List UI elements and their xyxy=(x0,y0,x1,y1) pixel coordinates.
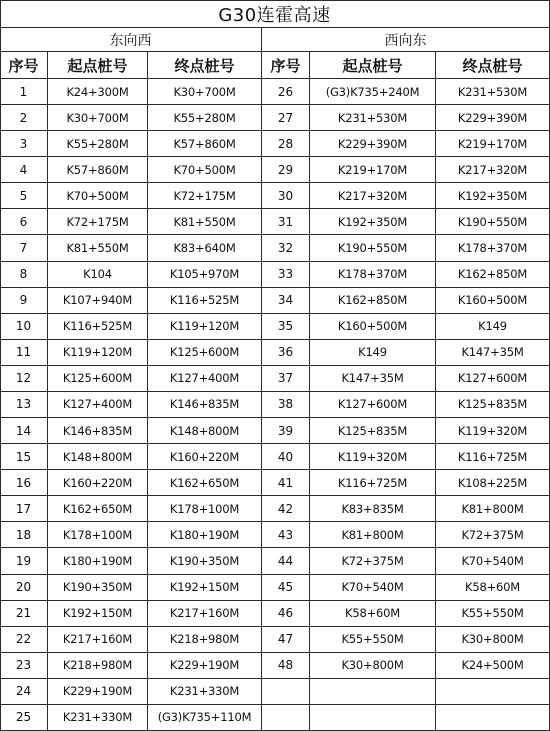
westbound-row-seq: 37 xyxy=(262,366,310,392)
eastbound-row-end: K70+500M xyxy=(148,157,262,183)
eastbound-row-start: K72+175M xyxy=(48,209,148,235)
westbound-row-seq: 43 xyxy=(262,522,310,548)
eastbound-row-seq: 2 xyxy=(0,105,48,131)
westbound-row-start xyxy=(310,705,436,731)
eastbound-row-end: (G3)K735+110M xyxy=(148,705,262,731)
eastbound-row-seq: 3 xyxy=(0,131,48,157)
westbound-row-start: K83+835M xyxy=(310,496,436,522)
westbound-row-seq xyxy=(262,679,310,705)
westbound-row-seq: 30 xyxy=(262,183,310,209)
eastbound-row-start: K218+980M xyxy=(48,653,148,679)
eastbound-row-seq: 17 xyxy=(0,496,48,522)
westbound-row-seq: 39 xyxy=(262,418,310,444)
westbound-row-seq: 41 xyxy=(262,470,310,496)
eastbound-row-end: K217+160M xyxy=(148,601,262,627)
westbound-row-seq: 28 xyxy=(262,131,310,157)
westbound-row-end: K116+725M xyxy=(436,444,550,470)
eastbound-row-end: K116+525M xyxy=(148,288,262,314)
eastbound-row-seq: 18 xyxy=(0,522,48,548)
eastbound-row-end: K125+600M xyxy=(148,340,262,366)
eastbound-row-end: K190+350M xyxy=(148,548,262,574)
westbound-row-seq: 46 xyxy=(262,601,310,627)
westbound-row-start: K229+390M xyxy=(310,131,436,157)
eastbound-row-end: K127+400M xyxy=(148,366,262,392)
eastbound-row-seq: 9 xyxy=(0,288,48,314)
eastbound-row-start: K192+150M xyxy=(48,601,148,627)
eastbound-row-end: K180+190M xyxy=(148,522,262,548)
eastbound-row-seq: 13 xyxy=(0,392,48,418)
header-start-stake: 起点桩号 xyxy=(310,52,436,79)
westbound-row-start: K81+800M xyxy=(310,522,436,548)
westbound-row-start: K190+550M xyxy=(310,235,436,261)
westbound-row-end: K229+390M xyxy=(436,105,550,131)
eastbound-row-seq: 22 xyxy=(0,627,48,653)
westbound-row-seq: 38 xyxy=(262,392,310,418)
direction-west-to-east: 西向东 xyxy=(262,28,550,52)
eastbound-row-start: K229+190M xyxy=(48,679,148,705)
westbound-row-seq: 48 xyxy=(262,653,310,679)
direction-east-to-west: 东向西 xyxy=(0,28,262,52)
eastbound-row-end: K231+330M xyxy=(148,679,262,705)
eastbound-row-end: K146+835M xyxy=(148,392,262,418)
westbound-row-start xyxy=(310,679,436,705)
header-end-stake: 终点桩号 xyxy=(148,52,262,79)
westbound-row-end: K30+800M xyxy=(436,627,550,653)
eastbound-row-end: K160+220M xyxy=(148,444,262,470)
eastbound-row-end: K192+150M xyxy=(148,575,262,601)
westbound-row-seq: 35 xyxy=(262,314,310,340)
eastbound-row-seq: 15 xyxy=(0,444,48,470)
westbound-row-seq: 26 xyxy=(262,79,310,105)
westbound-row-start: K219+170M xyxy=(310,157,436,183)
eastbound-row-seq: 5 xyxy=(0,183,48,209)
westbound-row-start: K160+500M xyxy=(310,314,436,340)
eastbound-row-end: K178+100M xyxy=(148,496,262,522)
westbound-row-start: K162+850M xyxy=(310,288,436,314)
eastbound-row-end: K229+190M xyxy=(148,653,262,679)
eastbound-row-seq: 11 xyxy=(0,340,48,366)
eastbound-row-seq: 10 xyxy=(0,314,48,340)
westbound-row-seq: 34 xyxy=(262,288,310,314)
westbound-row-end: K125+835M xyxy=(436,392,550,418)
eastbound-row-start: K180+190M xyxy=(48,548,148,574)
westbound-row-end: K119+320M xyxy=(436,418,550,444)
eastbound-row-end: K57+860M xyxy=(148,131,262,157)
eastbound-row-start: K125+600M xyxy=(48,366,148,392)
westbound-row-start: K192+350M xyxy=(310,209,436,235)
eastbound-row-seq: 20 xyxy=(0,575,48,601)
westbound-row-seq: 44 xyxy=(262,548,310,574)
eastbound-row-end: K72+175M xyxy=(148,183,262,209)
eastbound-row-end: K105+970M xyxy=(148,262,262,288)
eastbound-row-seq: 24 xyxy=(0,679,48,705)
eastbound-row-start: K231+330M xyxy=(48,705,148,731)
eastbound-row-start: K146+835M xyxy=(48,418,148,444)
eastbound-row-start: K116+525M xyxy=(48,314,148,340)
westbound-row-end: K190+550M xyxy=(436,209,550,235)
eastbound-row-start: K127+400M xyxy=(48,392,148,418)
westbound-row-end: K81+800M xyxy=(436,496,550,522)
eastbound-row-start: K190+350M xyxy=(48,575,148,601)
westbound-row-seq: 40 xyxy=(262,444,310,470)
eastbound-row-seq: 14 xyxy=(0,418,48,444)
westbound-row-end: K147+35M xyxy=(436,340,550,366)
header-start-stake: 起点桩号 xyxy=(48,52,148,79)
westbound-row-start: K125+835M xyxy=(310,418,436,444)
header-end-stake: 终点桩号 xyxy=(436,52,550,79)
eastbound-row-end: K81+550M xyxy=(148,209,262,235)
eastbound-row-start: K55+280M xyxy=(48,131,148,157)
eastbound-row-start: K217+160M xyxy=(48,627,148,653)
table-title: G30连霍高速 xyxy=(0,0,550,28)
westbound-row-seq xyxy=(262,705,310,731)
westbound-row-end: K162+850M xyxy=(436,262,550,288)
westbound-row-end: K219+170M xyxy=(436,131,550,157)
eastbound-row-start: K57+860M xyxy=(48,157,148,183)
eastbound-row-end: K30+700M xyxy=(148,79,262,105)
westbound-row-seq: 47 xyxy=(262,627,310,653)
eastbound-row-start: K162+650M xyxy=(48,496,148,522)
eastbound-row-end: K55+280M xyxy=(148,105,262,131)
header-seq: 序号 xyxy=(0,52,48,79)
eastbound-row-end: K218+980M xyxy=(148,627,262,653)
eastbound-row-end: K83+640M xyxy=(148,235,262,261)
eastbound-row-seq: 23 xyxy=(0,653,48,679)
westbound-row-start: K119+320M xyxy=(310,444,436,470)
westbound-row-end: K217+320M xyxy=(436,157,550,183)
eastbound-row-seq: 4 xyxy=(0,157,48,183)
eastbound-row-end: K148+800M xyxy=(148,418,262,444)
westbound-row-end: K24+500M xyxy=(436,653,550,679)
westbound-row-start: K147+35M xyxy=(310,366,436,392)
westbound-row-seq: 33 xyxy=(262,262,310,288)
westbound-row-seq: 32 xyxy=(262,235,310,261)
westbound-row-end: K55+550M xyxy=(436,601,550,627)
eastbound-row-end: K162+650M xyxy=(148,470,262,496)
eastbound-row-seq: 7 xyxy=(0,235,48,261)
westbound-row-end xyxy=(436,679,550,705)
westbound-row-seq: 31 xyxy=(262,209,310,235)
eastbound-row-seq: 25 xyxy=(0,705,48,731)
westbound-row-start: K72+375M xyxy=(310,548,436,574)
eastbound-row-start: K30+700M xyxy=(48,105,148,131)
eastbound-row-start: K70+500M xyxy=(48,183,148,209)
westbound-row-end: K149 xyxy=(436,314,550,340)
westbound-row-end: K72+375M xyxy=(436,522,550,548)
header-seq: 序号 xyxy=(262,52,310,79)
westbound-row-end: K108+225M xyxy=(436,470,550,496)
westbound-row-start: K127+600M xyxy=(310,392,436,418)
westbound-row-start: K58+60M xyxy=(310,601,436,627)
westbound-row-seq: 27 xyxy=(262,105,310,131)
westbound-row-start: K70+540M xyxy=(310,575,436,601)
eastbound-row-start: K107+940M xyxy=(48,288,148,314)
eastbound-row-start: K160+220M xyxy=(48,470,148,496)
westbound-row-start: K217+320M xyxy=(310,183,436,209)
eastbound-row-seq: 21 xyxy=(0,601,48,627)
eastbound-row-end: K119+120M xyxy=(148,314,262,340)
eastbound-row-seq: 16 xyxy=(0,470,48,496)
westbound-row-end: K192+350M xyxy=(436,183,550,209)
westbound-row-start: K116+725M xyxy=(310,470,436,496)
westbound-row-seq: 36 xyxy=(262,340,310,366)
eastbound-row-start: K104 xyxy=(48,262,148,288)
westbound-row-seq: 45 xyxy=(262,575,310,601)
westbound-row-end: K70+540M xyxy=(436,548,550,574)
westbound-row-end: K58+60M xyxy=(436,575,550,601)
eastbound-row-start: K148+800M xyxy=(48,444,148,470)
eastbound-row-seq: 19 xyxy=(0,548,48,574)
westbound-row-seq: 42 xyxy=(262,496,310,522)
westbound-row-start: (G3)K735+240M xyxy=(310,79,436,105)
eastbound-row-seq: 12 xyxy=(0,366,48,392)
eastbound-row-start: K119+120M xyxy=(48,340,148,366)
westbound-row-start: K55+550M xyxy=(310,627,436,653)
westbound-row-end xyxy=(436,705,550,731)
westbound-row-seq: 29 xyxy=(262,157,310,183)
westbound-row-end: K160+500M xyxy=(436,288,550,314)
westbound-row-end: K231+530M xyxy=(436,79,550,105)
westbound-row-start: K178+370M xyxy=(310,262,436,288)
eastbound-row-start: K24+300M xyxy=(48,79,148,105)
eastbound-row-seq: 8 xyxy=(0,262,48,288)
eastbound-row-seq: 1 xyxy=(0,79,48,105)
westbound-row-end: K127+600M xyxy=(436,366,550,392)
westbound-row-start: K30+800M xyxy=(310,653,436,679)
eastbound-row-start: K81+550M xyxy=(48,235,148,261)
westbound-row-end: K178+370M xyxy=(436,235,550,261)
westbound-row-start: K149 xyxy=(310,340,436,366)
westbound-row-start: K231+530M xyxy=(310,105,436,131)
eastbound-row-seq: 6 xyxy=(0,209,48,235)
eastbound-row-start: K178+100M xyxy=(48,522,148,548)
